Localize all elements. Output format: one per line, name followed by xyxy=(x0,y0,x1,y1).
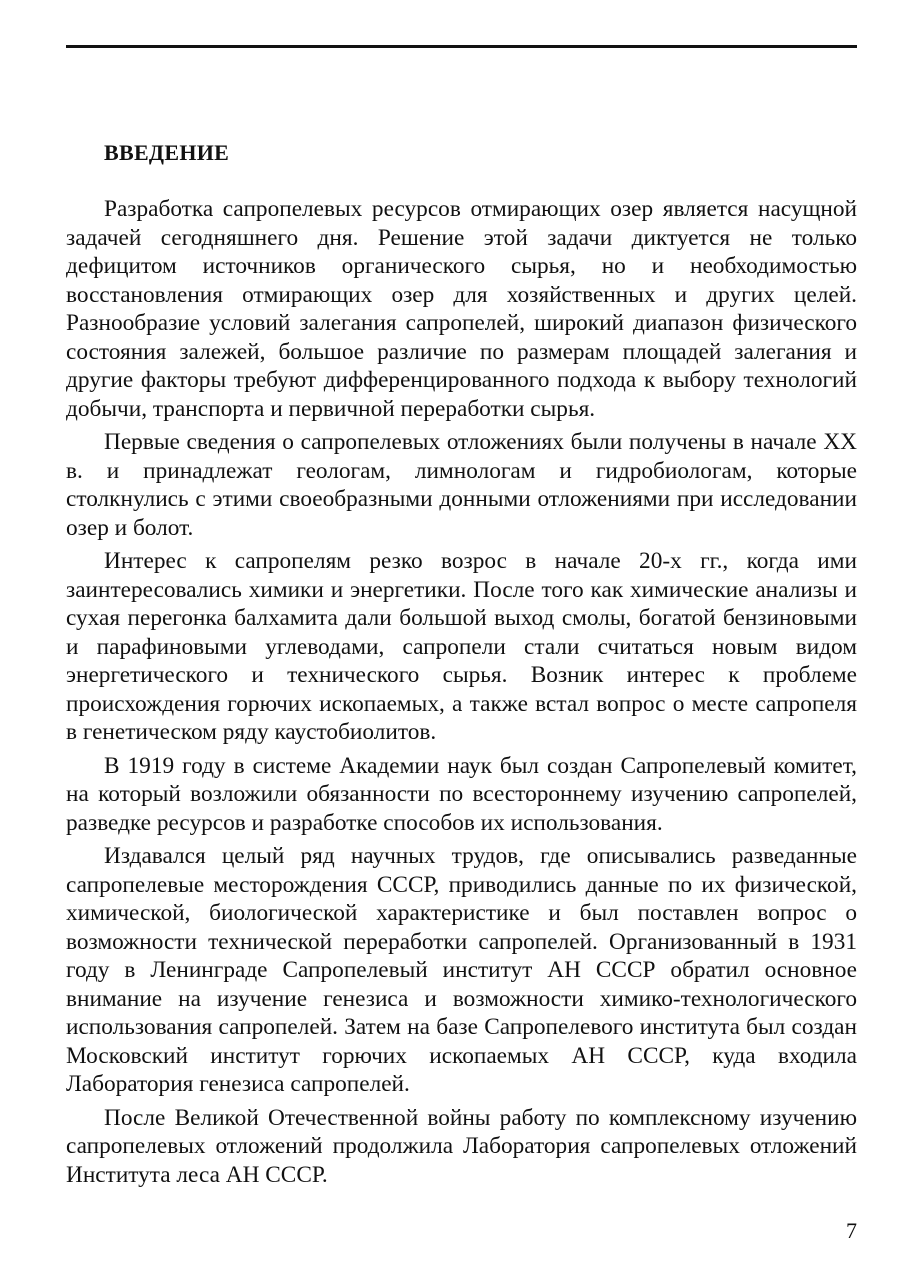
page-number: 7 xyxy=(846,1218,857,1243)
paragraph-5: Издавался целый ряд научных трудов, где описывались разведанные сапропелевые месторождения СССР, приводились данные по их физической, химической, биологической характеристике и был поставлен вопрос о возможности технической переработки сапропелей. Организованный в 1931 году в Ленинграде Сапропелевый институт АН СССР обратил основное внимание на изучение генезиса и возможности химико-технологического использования сапропелей. Затем на базе Сапропелевого института был создан Московский институт горючих ископаемых АН СССР, куда входила Лаборатория генезиса сапропелей. xyxy=(66,843,857,1097)
section-heading: ВВЕДЕНИЕ xyxy=(104,140,230,165)
paragraph-6: После Великой Отечественной войны работу по комплексному изучению сапропелевых отложений продолжила Лаборатория сапропелевых отложений Института леса АН СССР. xyxy=(66,1104,857,1188)
paragraph-1: Разработка сапропелевых ресурсов отмирающих озер является насущной задачей сегодняшнего дня. Решение этой задачи диктуется не только дефицитом источников органического сырья, но и необходимостью восстановления отмирающих озер для хозяйственных и других целей. Разнообразие условий залегания сапропелей, широкий диапазон физического состояния залежей, большое различие по размерам площадей залегания и другие факторы требуют дифференцированного подхода к выбору технологий добычи, транспорта и первичной переработки сырья. xyxy=(66,196,857,422)
top-rule xyxy=(66,45,857,48)
paragraph-2: Первые сведения о сапропелевых отложениях были получены в начале XX в. и принадлежат геологам, лимнологам и гидробиологам, которые столкнулись с этими своеобразными донными отложениями при исследовании озер и болот. xyxy=(66,429,857,541)
body-text xyxy=(66,195,857,1194)
paragraph-3: Интерес к сапропелям резко возрос в начале 20-х гг., когда ими заинтересовались химики и энергетики. После того как химические анализы и сухая перегонка балхамита дали большой выход смолы, богатой бензиновыми и парафиновыми углеводами, сапропели стали считаться новым видом энергетического и технического сырья. Возник интерес к проблеме происхождения горючих ископаемых, а также встал вопрос о месте сапропеля в генетическом ряду каустобиолитов. xyxy=(66,548,857,745)
paragraph-4: В 1919 году в системе Академии наук был создан Сапропелевый комитет, на который возложили обязанности по всестороннему изучению сапропелей, разведке ресурсов и разработке способов их использования. xyxy=(66,752,857,836)
